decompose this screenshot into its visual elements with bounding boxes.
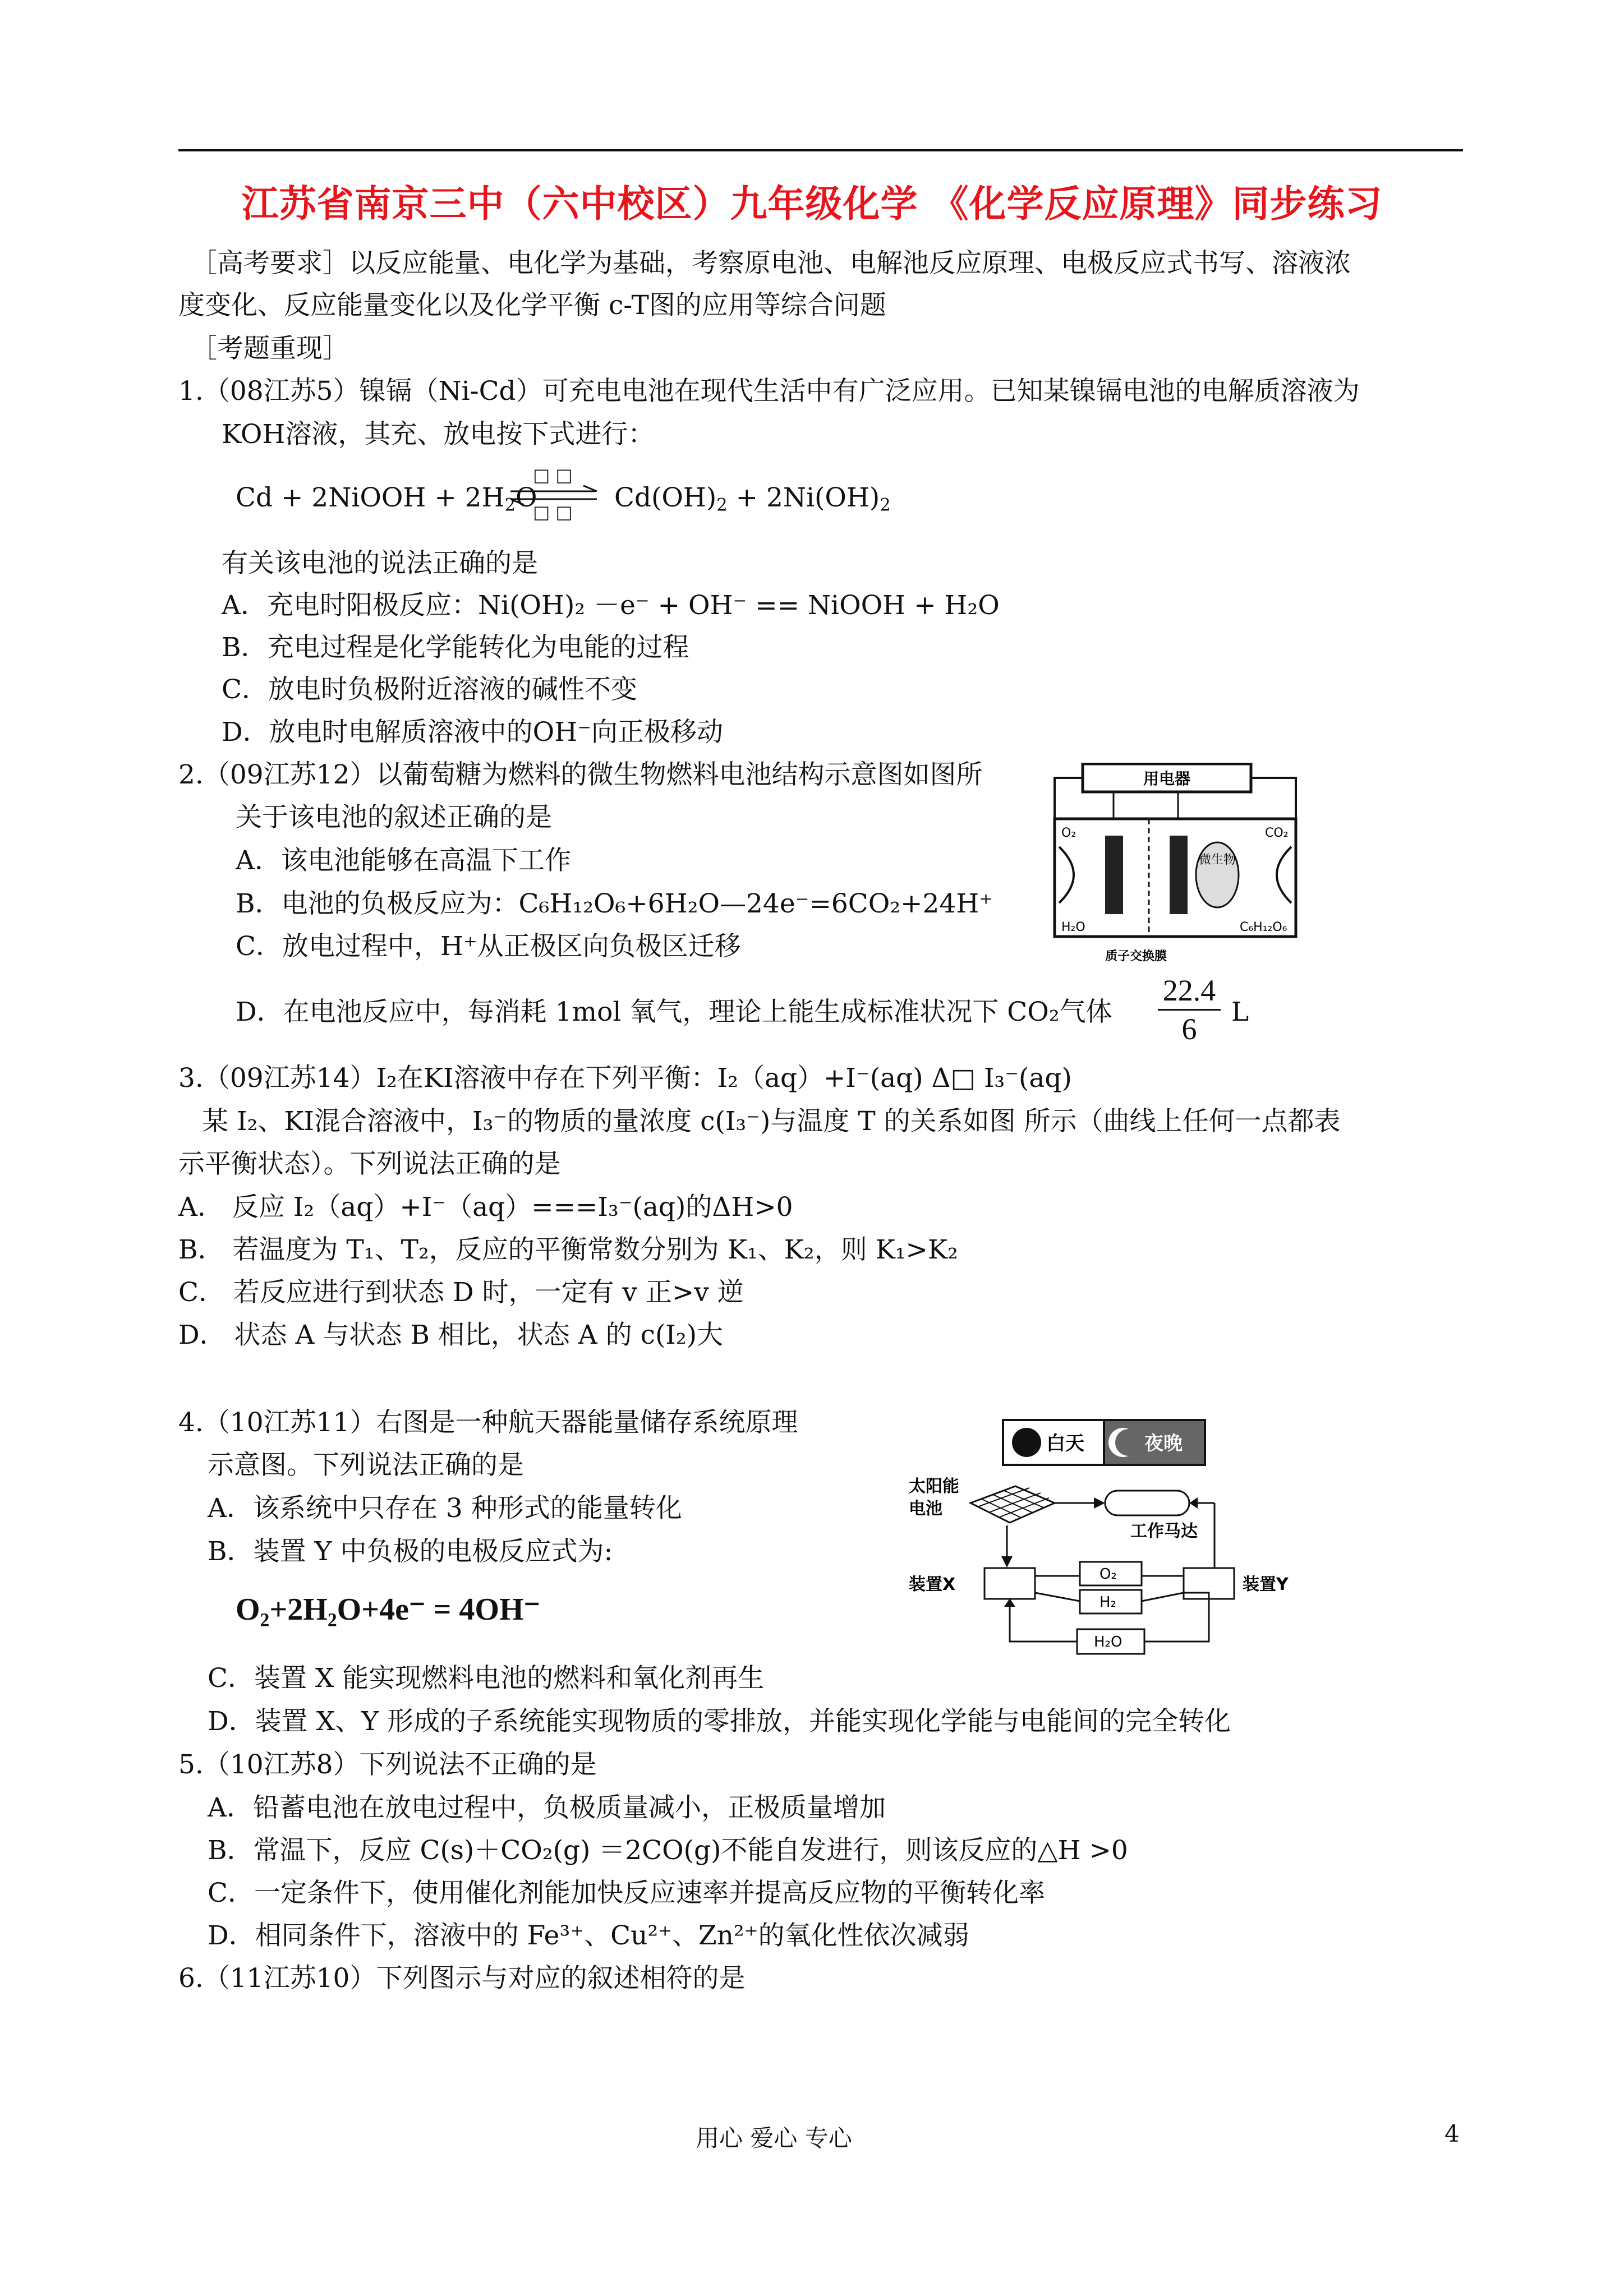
q1-option-c: C．放电时负极附近溶液的碱性不变 — [222, 674, 637, 705]
q2-option-a: A．该电池能够在高温下工作 — [236, 845, 571, 876]
page-title: 江苏省南京三中（六中校区）九年级化学 《化学反应原理》同步练习 — [241, 182, 1383, 225]
fraction-bar — [1158, 1009, 1221, 1011]
q2-option-b: B．电池的负极反应为：C₆H₁₂O₆+6H₂O—24e⁻=6CO₂+24H⁺ — [236, 888, 993, 919]
q1-option-b: B．充电过程是化学能转化为电能的过程 — [222, 632, 689, 663]
q1-option-d: D．放电时电解质溶液中的OH⁻向正极移动 — [222, 717, 724, 748]
figure-day-label: 白天 — [1046, 1432, 1084, 1455]
q3-body-2: 示平衡状态）。下列说法正确的是 — [178, 1149, 561, 1179]
figure-microbe-label: 微生物 — [1198, 853, 1236, 867]
q2-stem: 2.（09江苏12）以葡萄糖为燃料的微生物燃料电池结构示意图如图所 — [178, 759, 983, 790]
q4-equation: O₂+2H₂O+4e⁻ = 4OH⁻ — [236, 1592, 541, 1627]
figure-h2o-label: H₂O — [1061, 920, 1085, 934]
q3-option-d: D． 状态 A 与状态 B 相比，状态 A 的 c(I₂)大 — [178, 1320, 724, 1350]
q4-stem: 4.（10江苏11）右图是一种航天器能量储存系统原理 — [178, 1407, 798, 1438]
figure-solar-label-2: 电池 — [909, 1499, 942, 1519]
q5-option-d: D．相同条件下，溶液中的 Fe³⁺、Cu²⁺、Zn²⁺的氧化性依次减弱 — [208, 1920, 969, 1951]
footer-motto: 用心 爱心 专心 — [696, 2124, 852, 2152]
q1-option-a: A．充电时阳极反应：Ni(OH)₂ －e⁻ + OH⁻ == NiOOH + H₂O — [222, 590, 1000, 621]
figure-o2-box: O₂ — [1099, 1566, 1117, 1583]
q4-option-c: C．装置 X 能实现燃料电池的燃料和氧化剂再生 — [208, 1663, 765, 1694]
requirements-line-2: 度变化、反应能量变化以及化学平衡 c-T图的应用等综合问题 — [178, 290, 886, 321]
figure-o2-label: O₂ — [1061, 826, 1076, 840]
figure-motor-label: 工作马达 — [1130, 1522, 1198, 1541]
q2-option-d: D．在电池反应中，每消耗 1mol 氧气，理论上能生成标准状况下 CO₂气体 — [236, 997, 1112, 1027]
q3-body-1: 某 I₂、KI混合溶液中，I₃⁻的物质的量浓度 c(I₃⁻)与温度 T 的关系如图 所示（曲线上任何一点都表 — [202, 1106, 1341, 1137]
figure-membrane-label: 质子交换膜 — [1105, 949, 1167, 963]
q4-option-d: D．装置 X、Y 形成的子系统能实现物质的零排放，并能实现化学能与电能间的完全转化 — [208, 1706, 1231, 1737]
q3-option-b: B． 若温度为 T₁、T₂，反应的平衡常数分别为 K₁、K₂，则 K₁>K₂ — [178, 1234, 958, 1265]
page-number: 4 — [1444, 2120, 1460, 2147]
q1-equation-right: $Cd(OH)_2 + 2Ni(OH)_2$ — [614, 482, 891, 515]
solar-panel-icon — [970, 1486, 1055, 1523]
figure-h2o-box: H₂O — [1094, 1634, 1122, 1650]
arrow-label-charge: □ □ — [533, 464, 573, 486]
q6-stem: 6.（11江苏10）下列图示与对应的叙述相符的是 — [178, 1963, 746, 1994]
section-heading: ［考题重现］ — [191, 333, 349, 364]
header-rule — [178, 149, 1463, 151]
figure-glucose-label: C₆H₁₂O₆ — [1240, 920, 1287, 934]
fraction-numerator: 22.4 — [1162, 974, 1216, 1007]
arrow-label-discharge: □ □ — [533, 501, 573, 523]
q3-option-a: A． 反应 I₂（aq）+I⁻（aq）===I₃⁻(aq)的ΔH>0 — [178, 1192, 793, 1223]
reversible-arrow — [506, 464, 601, 523]
q5-option-b: B．常温下，反应 C(s)＋CO₂(g) ＝2CO(g)不能自发进行，则该反应的△H >0 — [208, 1835, 1128, 1866]
q2-option-c: C．放电过程中，H⁺从正极区向负极区迁移 — [236, 931, 741, 962]
figure-night-label: 夜晚 — [1144, 1432, 1183, 1455]
figure-h2-box: H₂ — [1099, 1594, 1116, 1611]
q4-option-b: B．装置 Y 中负极的电极反应式为: — [208, 1536, 613, 1567]
fraction-denominator: 6 — [1181, 1012, 1197, 1046]
figure-device-y-label: 装置Y — [1243, 1575, 1289, 1594]
figure-solar-label: 太阳能 — [909, 1477, 959, 1496]
q1-equation-left: Cd + 2NiOOH + $2H_2O$ — [236, 482, 537, 515]
figure-co2-label: CO₂ — [1265, 826, 1289, 840]
requirements-line-1: ［高考要求］以反应能量、电化学为基础，考察原电池、电解池反应原理、电极反应式书写、溶液浓 — [191, 248, 1351, 279]
q1-stem-1: 1.（08江苏5）镍镉（Ni-Cd）可充电电池在现代生活中有广泛应用。已知某镍镉电池的电解质溶液为 — [178, 376, 1360, 407]
q4-option-a: A．该系统中只存在 3 种形式的能量转化 — [208, 1493, 682, 1524]
q1-stem-2: KOH溶液，其充、放电按下式进行： — [222, 419, 655, 450]
microbial-fuel-cell-figure — [1049, 763, 1313, 976]
q5-option-c: C．一定条件下，使用催化剂能加快反应速率并提高反应物的平衡转化率 — [208, 1878, 1045, 1908]
q2-ask: 关于该电池的叙述正确的是 — [236, 802, 552, 833]
q2-fraction — [1156, 973, 1223, 1046]
q3-option-c: C． 若反应进行到状态 D 时，一定有 v 正>v 逆 — [178, 1277, 744, 1308]
q5-stem: 5.（10江苏8）下列说法不正确的是 — [178, 1749, 597, 1780]
q4-stem-2: 示意图。下列说法正确的是 — [208, 1450, 524, 1481]
q5-option-a: A．铅蓄电池在放电过程中，负极质量减小，正极质量增加 — [208, 1792, 886, 1823]
q1-ask: 有关该电池的说法正确的是 — [222, 548, 538, 579]
figure-device-x-label: 装置X — [909, 1575, 956, 1594]
spacecraft-energy-figure — [909, 1419, 1296, 1666]
figure-device-label: 用电器 — [1143, 769, 1191, 788]
q3-stem: 3.（09江苏14）I₂在KI溶液中存在下列平衡：I₂（aq）+I⁻(aq) Δ□ I₃⁻(aq) — [178, 1063, 1072, 1094]
q2-unit: L — [1231, 997, 1249, 1027]
